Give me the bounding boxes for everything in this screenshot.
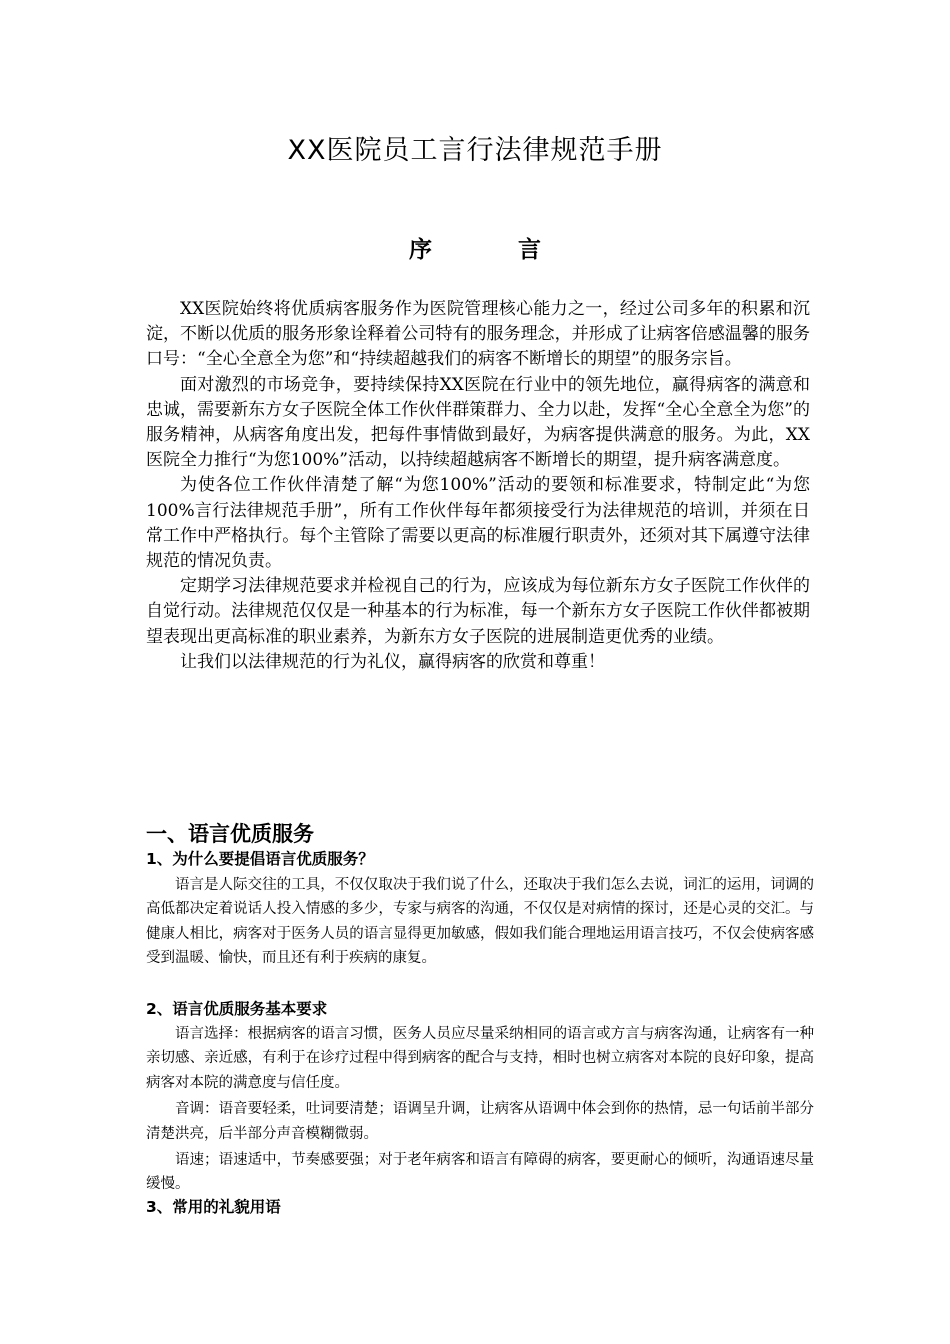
body-paragraph: 语速；语速适中，节奏感要强；对于老年病客和语言有障碍的病客，要更耐心的倾听，沟通语速尽量缓慢。 [146, 1152, 814, 1193]
section-heading: 一、语言优质服务 [146, 821, 314, 846]
subsection-body [146, 873, 814, 973]
preface-body [146, 297, 810, 675]
preface-paragraph: 为使各位工作伙伴清楚了解“为您100%”活动的要领和标准要求，特制定此“为您100%言行法律规范手册”，所有工作伙伴每年都须接受行为法律规范的培训，并须在日常工作中严格执行。每个主管除了需要以更高的标准履行职责外，还须对其下属遵守法律规范的情况负责。 [146, 475, 810, 572]
subsection-heading: 1、为什么要提倡语言优质服务？ [146, 850, 374, 868]
body-paragraph: 语言选择：根据病客的语言习惯，医务人员应尽量采纳相同的语言或方言与病客沟通，让病客有一种亲切感、亲近感，有利于在诊疗过程中得到病客的配合与支持，相时也树立病客对本院的良好印象，提高病客对本院的满意度与信任度。 [146, 1026, 814, 1091]
subsection-body [146, 1022, 814, 1199]
preface-paragraph: 面对激烈的市场竞争，要持续保持XX医院在行业中的领先地位，赢得病客的满意和忠诚，需要新东方女子医院全体工作伙伴群策群力、全力以赴，发挥“全心全意全为您”的服务精神，从病客角度出发，把每件事情做到最好，为病客提供满意的服务。为此，XX医院全力推行“为您100%”活动，以持续超越病客不断增长的期望，提升病客满意度。 [146, 374, 810, 471]
document-title: XX医院员工言行法律规范手册 [287, 135, 663, 166]
preface-paragraph: 让我们以法律规范的行为礼仪，赢得病客的欣赏和尊重！ [180, 651, 605, 672]
subsection-heading: 3、常用的礼貌用语 [146, 1198, 281, 1216]
body-paragraph: 音调：语音要轻柔，吐词要清楚；语调呈升调，让病客从语调中体会到你的热情，忌一句话前半部分清楚洪亮，后半部分声音模糊微弱。 [146, 1101, 814, 1142]
preface-paragraph: XX医院始终将优质病客服务作为医院管理核心能力之一，经过公司多年的积累和沉淀，不断以优质的服务形象诠释着公司特有的服务理念，并形成了让病客倍感温馨的服务口号：“全心全意全为您”和“持续超越我们的病客不断增长的期望”的服务宗旨。 [146, 299, 810, 370]
subsection-heading: 2、语言优质服务基本要求 [146, 1000, 328, 1018]
body-paragraph: 语言是人际交往的工具，不仅仅取决于我们说了什么，还取决于我们怎么去说，词汇的运用，词调的高低都决定着说话人投入情感的多少，专家与病客的沟通，不仅仅是对病情的探讨，还是心灵的交汇。与健康人相比，病客对于医务人员的语言显得更加敏感，假如我们能合理地运用语言技巧，不仅会使病客感受到温暖、愉快，而且还有利于疾病的康复。 [146, 877, 814, 967]
preface-paragraph: 定期学习法律规范要求并检视自己的行为，应该成为每位新东方女子医院工作伙伴的自觉行动。法律规范仅仅是一种基本的行为标准，每一个新东方女子医院工作伙伴都被期望表现出更高标准的职业素养，为新东方女子医院的进展制造更优秀的业绩。 [146, 576, 810, 647]
preface-heading: 序言 [409, 236, 627, 263]
